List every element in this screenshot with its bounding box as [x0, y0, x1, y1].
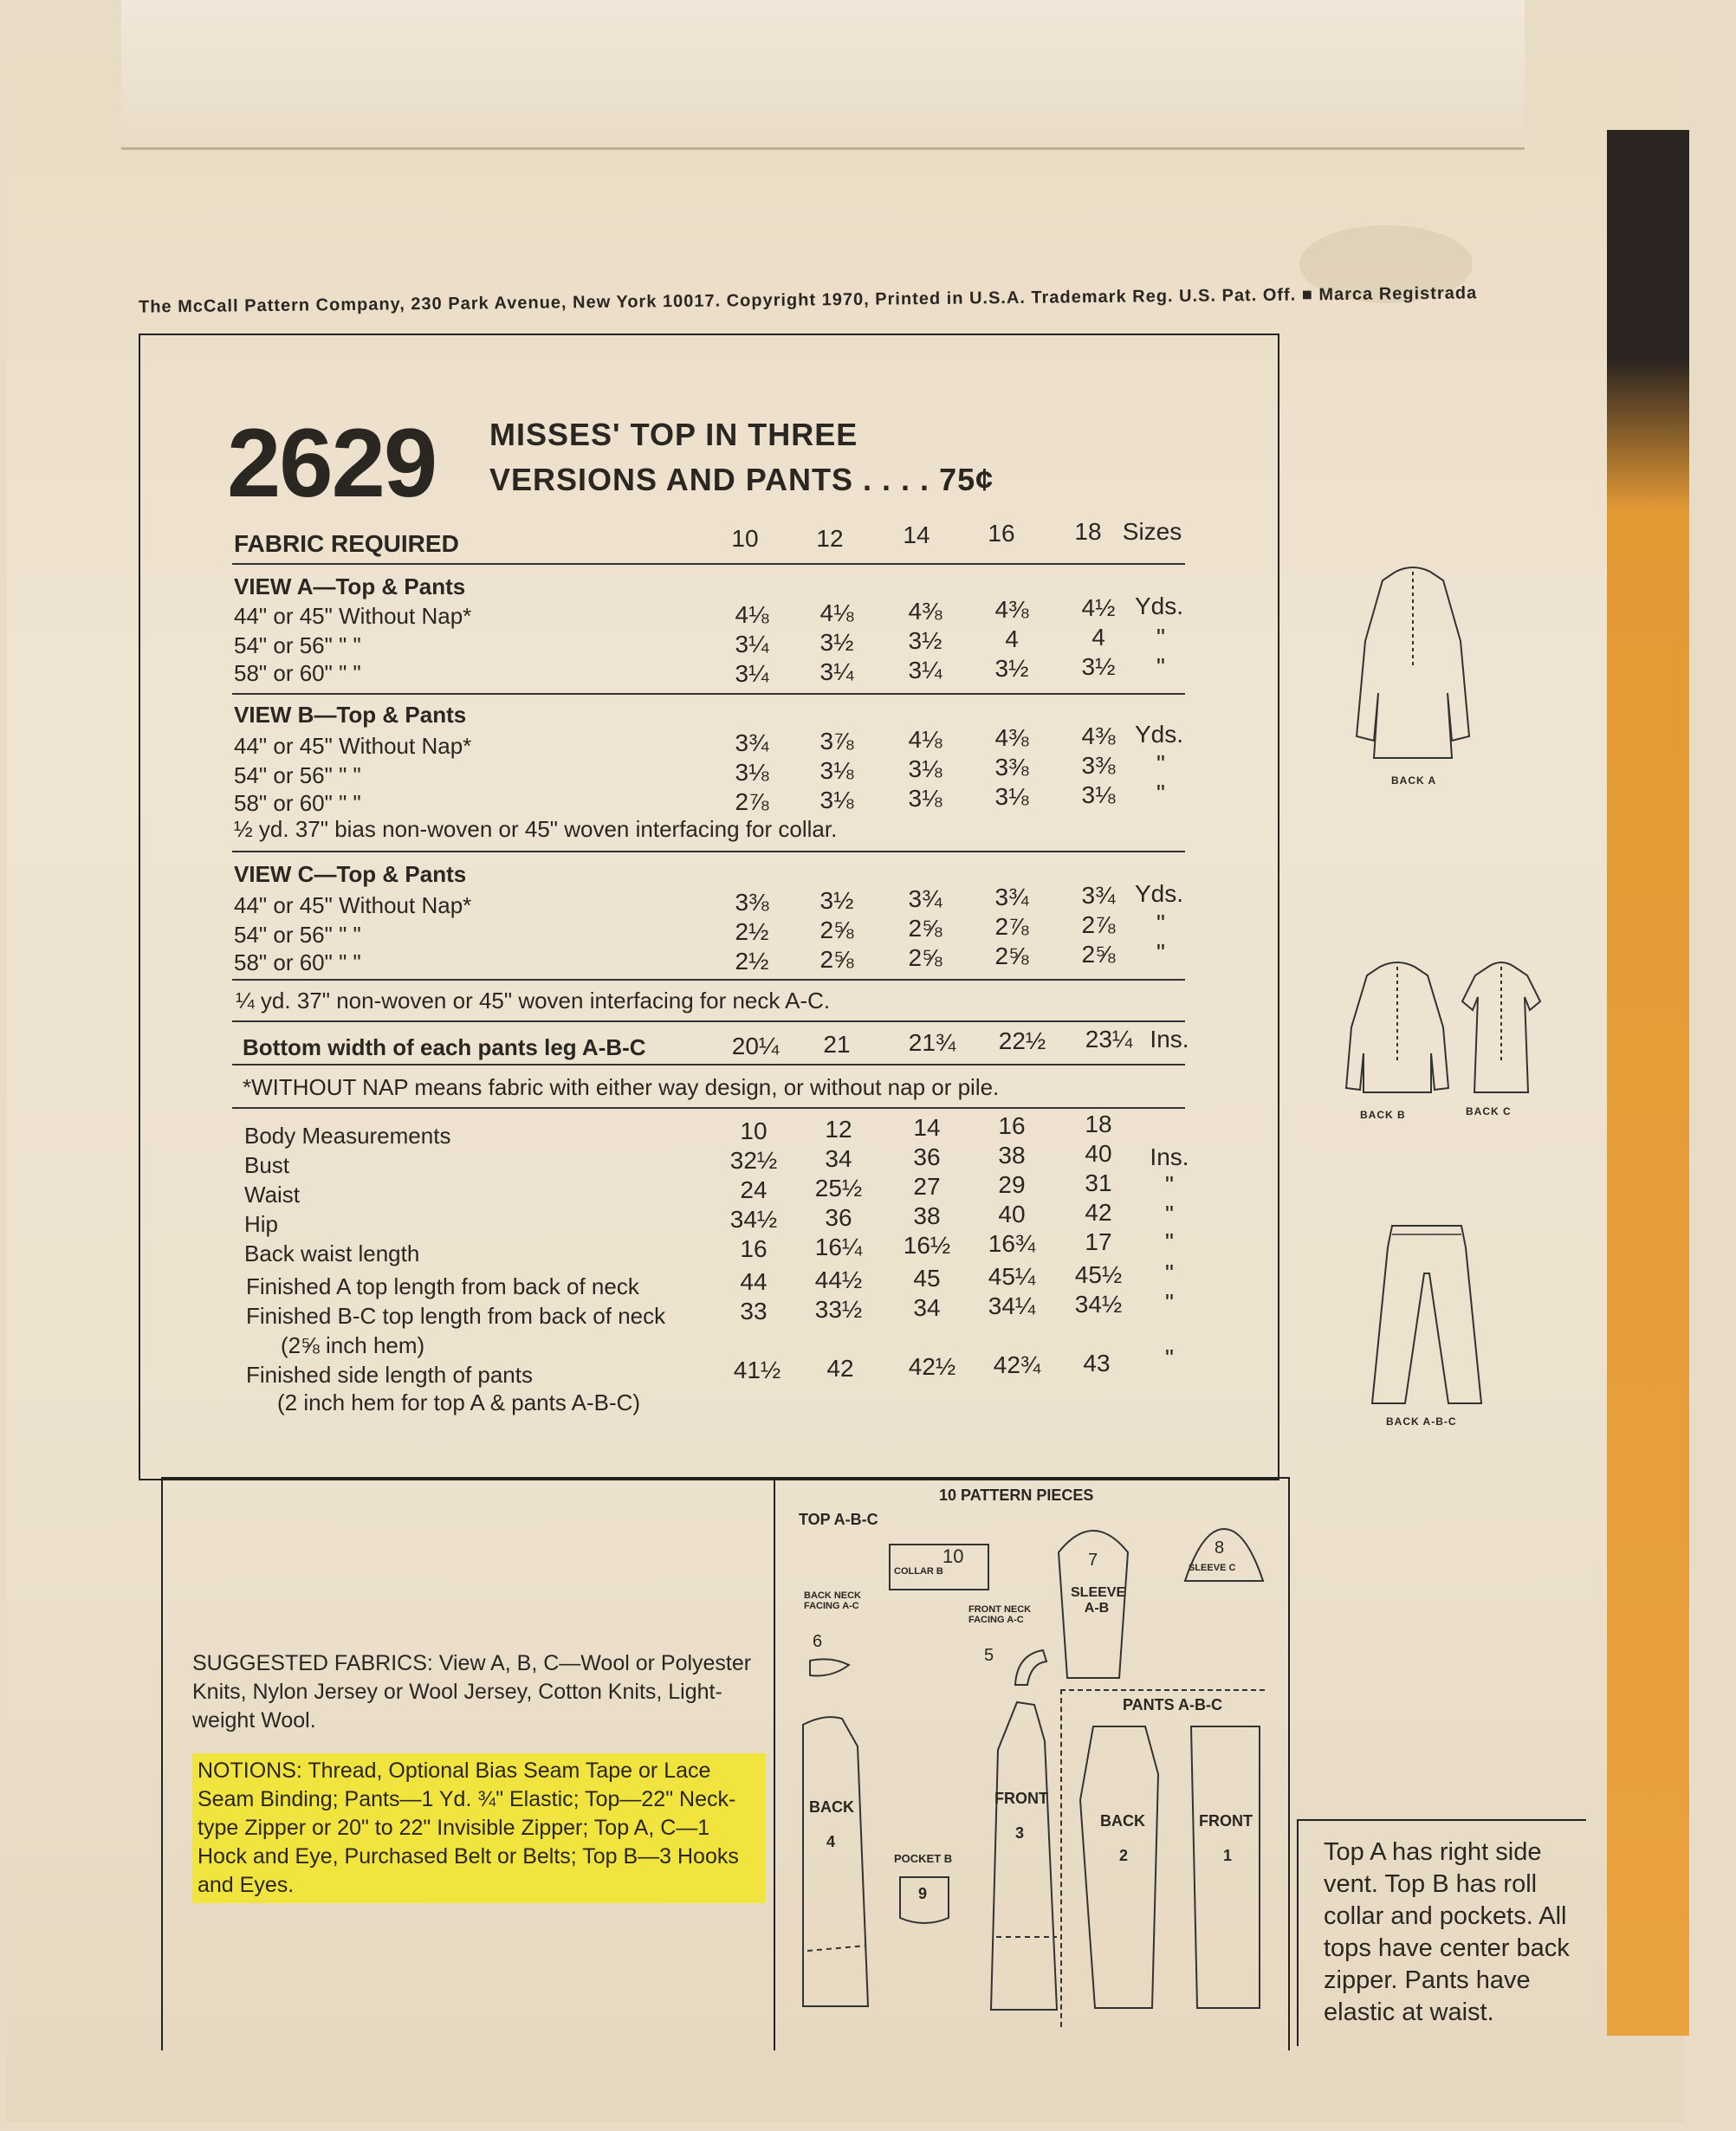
pants-front-piece: [1187, 1722, 1265, 2013]
cell: 3¼: [819, 658, 854, 685]
cell: 3⅛: [735, 759, 769, 786]
piece-name: BACK: [1100, 1812, 1145, 1830]
cell: 4⅛: [735, 601, 769, 628]
cell: 2⅞: [735, 788, 769, 815]
cell: 4⅜: [1081, 722, 1116, 749]
cell: 2½: [735, 948, 769, 975]
cell: 2⅞: [994, 913, 1029, 940]
pants-note: (2 inch hem for top A & pants A-B-C): [277, 1389, 641, 1415]
cell: 4⅛: [819, 599, 854, 626]
size-col: 16: [988, 520, 1015, 547]
cell: 4⅜: [908, 598, 942, 625]
cell: 2⅝: [819, 917, 854, 943]
view-description: Top A has right side vent. Top B has roll collar and pockets. All tops have center back zipper. Pants have elastic at waist.: [1324, 1838, 1570, 2026]
figure-label: BACK A: [1391, 774, 1437, 787]
unit: ": [1156, 939, 1165, 966]
row-label: Finished side length of pants: [246, 1362, 533, 1388]
cell: 3½: [819, 629, 854, 656]
cell: 45¼: [988, 1263, 1036, 1290]
interfacing-note: ¼ yd. 37" non-woven or 45" woven interfacing for neck A-C.: [236, 988, 831, 1014]
pants-bracket: [1060, 1689, 1265, 1691]
cell: 34½: [729, 1206, 778, 1233]
cell: 2⅝: [994, 942, 1029, 969]
pants-label: PANTS A-B-C: [1123, 1696, 1222, 1713]
piece-name: POCKET B: [894, 1852, 953, 1865]
size-col: 14: [903, 521, 930, 548]
unit: ": [1156, 653, 1165, 680]
cell: 36: [913, 1143, 941, 1170]
divider: [232, 1064, 1185, 1066]
row-label: Bust: [244, 1152, 290, 1178]
cell: 12: [825, 1116, 852, 1143]
row-label: 44" or 45" Without Nap*: [234, 603, 472, 629]
cell: 41½: [733, 1357, 781, 1383]
cell: 3⅛: [1081, 781, 1116, 808]
row-label: 58" or 60" " ": [234, 660, 361, 686]
cell: 3¼: [908, 657, 942, 683]
row-label: 54" or 56" " ": [234, 922, 361, 948]
cell: 25½: [814, 1175, 863, 1202]
front-piece: [974, 1698, 1069, 2015]
piece-number: 1: [1223, 1847, 1233, 1864]
divider: [232, 979, 1185, 981]
pants-sketch: [1362, 1221, 1492, 1412]
unit: ": [1156, 624, 1165, 651]
cell: 23¼: [1085, 1026, 1133, 1053]
cell: 31: [1085, 1169, 1112, 1196]
cell: 3⅛: [908, 785, 942, 812]
piece-number: 7: [1088, 1551, 1098, 1570]
cell: 3½: [994, 655, 1029, 682]
pants-back-piece: [1076, 1722, 1163, 2013]
cell: 3¼: [735, 631, 769, 657]
title-line-2: VERSIONS AND PANTS . . . . 75¢: [489, 462, 994, 497]
piece-number: 9: [918, 1885, 928, 1902]
cell: 3½: [908, 627, 942, 654]
cell: 16¼: [814, 1234, 863, 1260]
cell: 4⅜: [994, 724, 1029, 751]
cell: 45: [913, 1265, 941, 1292]
cell: 34: [825, 1145, 852, 1172]
cell: 2⅞: [1081, 911, 1116, 938]
piece-name: COLLAR B: [894, 1566, 943, 1577]
row-label: Waist: [244, 1182, 301, 1208]
row-label: Finished B-C top length from back of neck: [246, 1303, 666, 1329]
unit: Yds.: [1134, 880, 1184, 907]
cell: 3¾: [1081, 882, 1116, 909]
piece-name: SLEEVE A-B: [1071, 1585, 1126, 1616]
cell: 40: [998, 1201, 1026, 1227]
divider: [232, 563, 1185, 565]
cell: 10: [740, 1117, 768, 1144]
cell: 42: [826, 1355, 854, 1382]
cell: 4½: [1081, 594, 1116, 621]
top-label: TOP A-B-C: [799, 1511, 878, 1528]
pattern-number: 2629: [227, 409, 437, 517]
cell: 2⅝: [1081, 941, 1116, 968]
cell: 3¼: [735, 660, 769, 687]
cell: 44½: [814, 1266, 863, 1293]
cell: 3¾: [908, 885, 942, 912]
sizes-label: Sizes: [1122, 518, 1182, 545]
row-label: Finished A top length from back of neck: [246, 1273, 639, 1299]
cell: 4⅜: [994, 596, 1029, 623]
unit: Yds.: [1134, 721, 1184, 748]
cell: 36: [825, 1204, 852, 1231]
figure-label: BACK B: [1360, 1109, 1406, 1121]
unit: Ins.: [1150, 1026, 1189, 1053]
row-label: Back waist length: [244, 1240, 420, 1266]
cell: 3⅜: [1081, 752, 1116, 779]
cell: 3¾: [994, 884, 1029, 910]
cell: 3⅜: [994, 754, 1029, 781]
notions: NOTIONS: Thread, Optional Bias Seam Tape or Lace Seam Binding; Pants—1 Yd. ¾" Elastic; Top—22" Neck-type Zipper or 20" to 22" Invisible Zipper; Top A, C—1 Hock and Eye, Purchased Belt or Belts; Top B—3 Hooks and Eyes.: [192, 1753, 766, 1903]
cell: 22½: [998, 1027, 1046, 1054]
divider: [232, 693, 1185, 695]
row-label: 44" or 45" Without Nap*: [234, 892, 472, 918]
piece-number: 5: [984, 1646, 994, 1665]
piece-name: BACK: [809, 1798, 854, 1816]
piece-name: FRONT NECK FACING A-C: [968, 1604, 1032, 1625]
cell: 21¾: [908, 1029, 956, 1056]
unit: ": [1156, 780, 1165, 806]
piece-number: 2: [1119, 1847, 1129, 1864]
piece-name: FRONT: [994, 1790, 1048, 1807]
row-label: 54" or 56" " ": [234, 632, 361, 658]
piece-number: 8: [1215, 1538, 1225, 1558]
cell: 17: [1085, 1228, 1112, 1255]
divider: [232, 1107, 1185, 1109]
cell: 34: [913, 1294, 941, 1321]
unit: Yds.: [1134, 593, 1184, 619]
figure-label: BACK C: [1466, 1105, 1512, 1117]
cell: 45½: [1074, 1261, 1123, 1288]
cell: 4: [1005, 625, 1019, 652]
size-col: 10: [731, 525, 759, 552]
cell: 3½: [1081, 653, 1116, 680]
cell: 16¾: [988, 1230, 1036, 1257]
unit: ": [1165, 1289, 1174, 1316]
cell: 3⅞: [819, 728, 854, 755]
unit: Ins.: [1150, 1143, 1189, 1170]
cell: 4: [1091, 624, 1105, 651]
piece-number: 4: [826, 1833, 836, 1850]
hem-note: (2⅝ inch hem): [281, 1332, 425, 1358]
row-label: 58" or 60" " ": [234, 949, 361, 975]
cell: 2⅝: [908, 944, 942, 971]
cell: 16: [740, 1235, 768, 1262]
cell: 3⅛: [819, 787, 854, 813]
unit: ": [1156, 750, 1165, 777]
view-note: ½ yd. 37" bias non-woven or 45" woven interfacing for collar.: [234, 816, 838, 842]
cell: 38: [998, 1142, 1026, 1169]
unit: ": [1165, 1228, 1174, 1255]
unit: ": [1165, 1260, 1174, 1286]
piece-name: SLEEVE C: [1189, 1563, 1236, 1573]
cell: 16½: [903, 1232, 951, 1259]
cell: 42½: [908, 1353, 956, 1380]
piece-number: 6: [813, 1632, 823, 1651]
cell: 3⅛: [994, 783, 1029, 810]
publisher-line: The McCall Pattern Company, 230 Park Avenue, New York 10017. Copyright 1970, Printed in U.S.A. Trademark Reg. U.S. Pat. Off. ■ Marca Registrada: [138, 283, 1478, 317]
cell: 42: [1085, 1199, 1112, 1226]
fabric-required-heading: FABRIC REQUIRED: [234, 530, 459, 557]
pattern-title: [489, 412, 994, 502]
view-title: VIEW A—Top & Pants: [234, 573, 466, 599]
pants-bracket: [1060, 1689, 1062, 2027]
size-col: 18: [1074, 518, 1102, 545]
unit: ": [1165, 1171, 1174, 1198]
sketch-divider: [1278, 334, 1279, 1477]
view-title: VIEW B—Top & Pants: [234, 702, 467, 728]
unit: ": [1165, 1344, 1174, 1371]
cell: 33½: [814, 1296, 863, 1323]
cell: 42¾: [993, 1351, 1041, 1378]
cell: 29: [998, 1171, 1026, 1198]
cell: 2½: [735, 918, 769, 945]
cell: 27: [913, 1173, 941, 1200]
divider: [232, 851, 1185, 852]
cell: 3¾: [735, 729, 769, 756]
top-a-sketch: [1348, 563, 1478, 762]
cell: 34¼: [988, 1292, 1036, 1319]
cell: 3½: [819, 887, 854, 914]
back-piece: [799, 1712, 903, 2011]
piece-name: BACK NECK FACING A-C: [804, 1590, 861, 1611]
title-line-1: MISSES' TOP IN THREE: [489, 417, 858, 452]
top-c-sketch: [1454, 958, 1549, 1097]
size-col: 12: [816, 525, 844, 552]
figure-label: BACK A-B-C: [1386, 1415, 1457, 1428]
cell: 2⅝: [908, 915, 942, 942]
cell: 3⅛: [908, 755, 942, 782]
unit: ": [1156, 910, 1165, 936]
piece-number: 10: [942, 1545, 964, 1567]
nap-note: *WITHOUT NAP means fabric with either way design, or without nap or pile.: [243, 1074, 1000, 1100]
cell: 33: [740, 1298, 768, 1325]
piece-number: 3: [1015, 1824, 1025, 1842]
cell: 24: [740, 1176, 768, 1203]
envelope-flap: [121, 0, 1525, 150]
cell: 18: [1085, 1111, 1112, 1137]
cell: 38: [913, 1202, 941, 1229]
front-facing-piece: [1008, 1646, 1052, 1689]
divider: [232, 1020, 1185, 1022]
cell: 20¼: [731, 1033, 780, 1059]
back-facing-piece: [806, 1656, 858, 1682]
top-b-sketch: [1341, 958, 1454, 1097]
cell: 32½: [729, 1147, 778, 1174]
cell: 4⅛: [908, 726, 942, 753]
cell: 3⅛: [819, 757, 854, 784]
view-title: VIEW C—Top & Pants: [234, 861, 467, 887]
cell: 21: [823, 1031, 851, 1058]
cell: 40: [1085, 1140, 1112, 1167]
cell: 44: [740, 1268, 768, 1295]
piece-name: FRONT: [1199, 1812, 1253, 1830]
cell: 34½: [1074, 1291, 1123, 1318]
row-label: Hip: [244, 1211, 279, 1237]
cell: 16: [998, 1112, 1026, 1139]
collar-piece: [889, 1544, 989, 1590]
cell: 3⅜: [735, 889, 769, 916]
body-label: Body Measurements: [244, 1123, 451, 1149]
cell: 2⅝: [819, 946, 854, 973]
row-label: 54" or 56" " ": [234, 762, 361, 788]
row-label: Bottom width of each pants leg A-B-C: [243, 1034, 646, 1060]
envelope-front-edge: [1607, 130, 1689, 2036]
row-label: 44" or 45" Without Nap*: [234, 733, 472, 759]
row-label: 58" or 60" " ": [234, 790, 361, 816]
cell: 14: [913, 1114, 941, 1141]
cell: 43: [1083, 1350, 1111, 1376]
unit: ": [1165, 1201, 1174, 1227]
pieces-title: 10 PATTERN PIECES: [939, 1487, 1094, 1504]
suggested-fabrics: SUGGESTED FABRICS: View A, B, C—Wool or Polyester Knits, Nylon Jersey or Wool Jersey, Cotton Knits, Light-weight Wool.: [192, 1651, 752, 1733]
